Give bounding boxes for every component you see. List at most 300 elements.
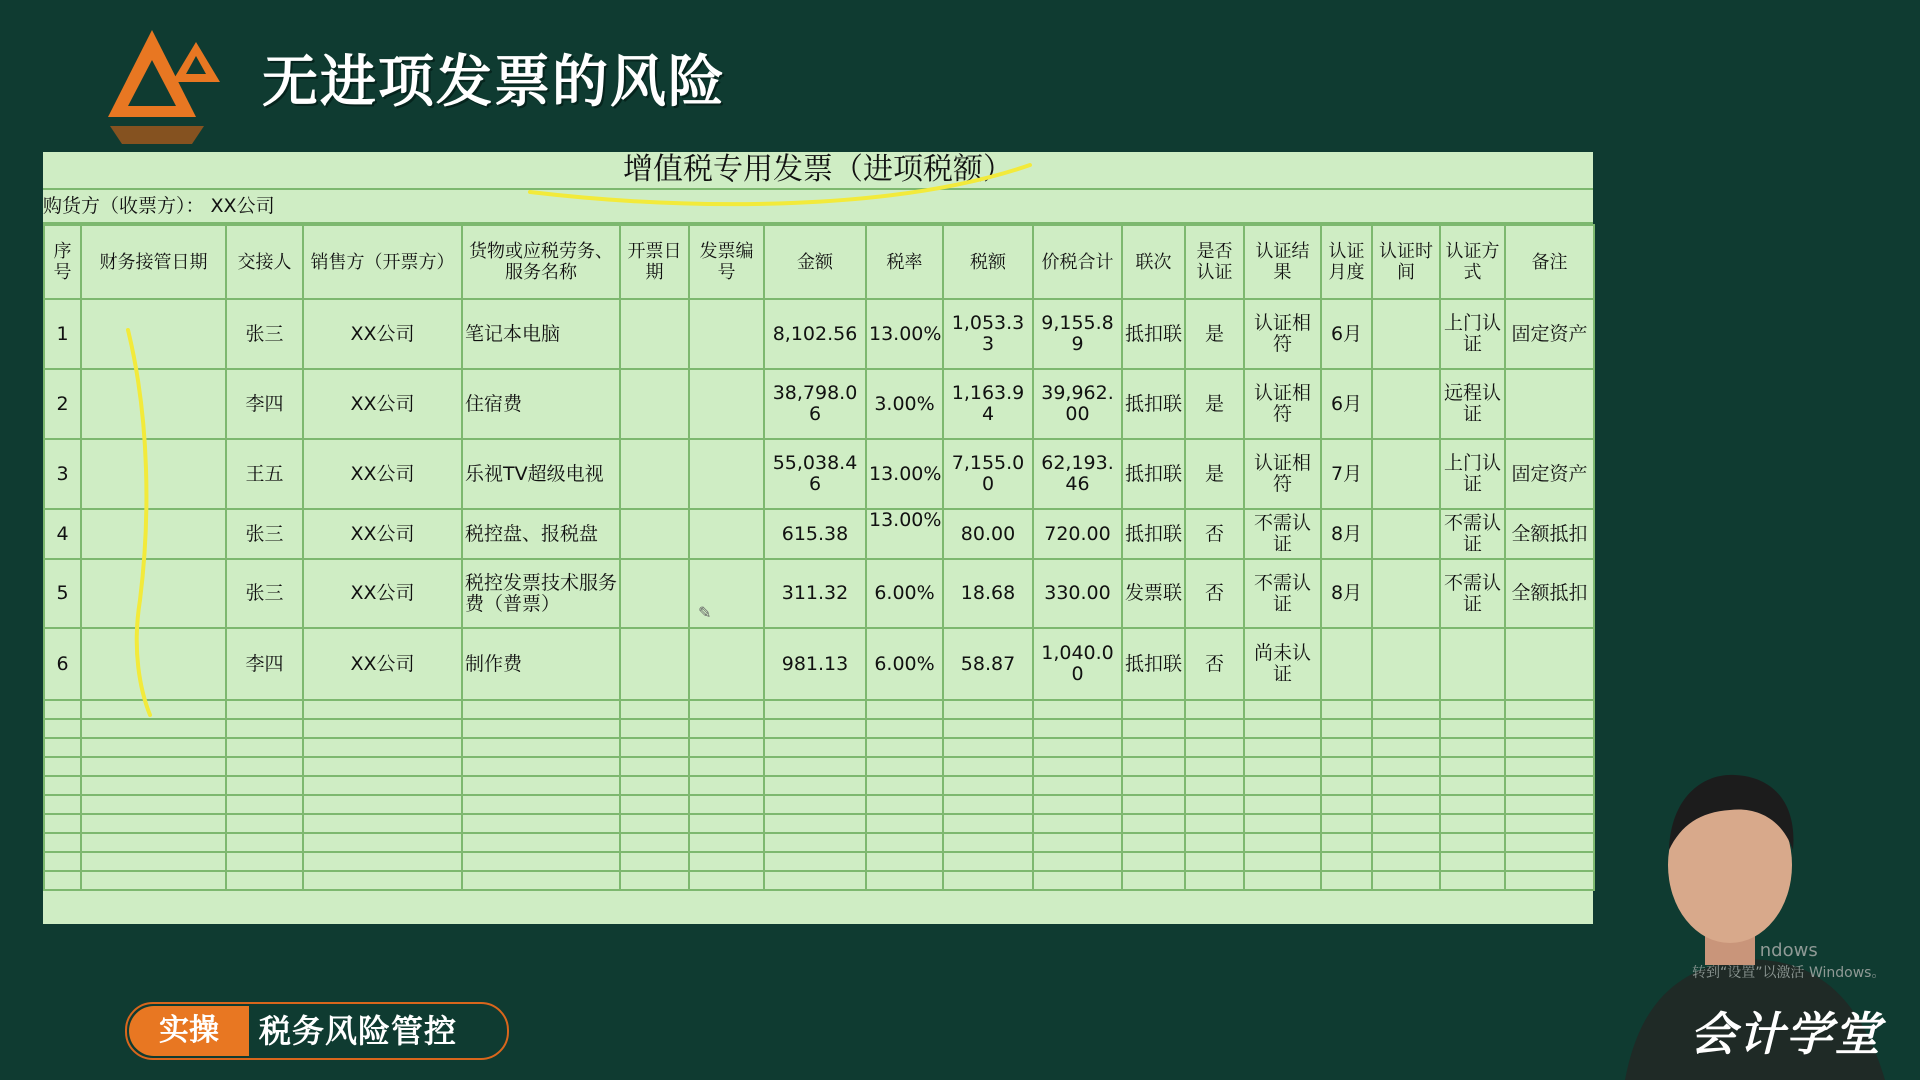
cell-total[interactable]: 39,962.00 (1033, 369, 1122, 439)
cell-cert-time[interactable] (1372, 509, 1440, 559)
empty-cell[interactable] (1244, 833, 1321, 852)
cell-note[interactable]: 全额抵扣 (1505, 509, 1594, 559)
empty-cell[interactable] (44, 871, 81, 890)
cell-result[interactable]: 认证相符 (1244, 439, 1321, 509)
cell-handler[interactable]: 张三 (226, 559, 303, 628)
empty-cell[interactable] (764, 833, 866, 852)
empty-cell[interactable] (81, 719, 226, 738)
cell-goods[interactable]: 乐视TV超级电视 (462, 439, 620, 509)
empty-cell[interactable] (689, 871, 764, 890)
cell-seller[interactable]: XX公司 (303, 509, 462, 559)
empty-cell[interactable] (462, 719, 620, 738)
cell-cert-time[interactable] (1372, 439, 1440, 509)
col-header-cert-time[interactable]: 认证时间 (1372, 225, 1440, 299)
cell-date[interactable] (81, 509, 226, 559)
empty-cell[interactable] (1440, 738, 1505, 757)
empty-cell[interactable] (303, 738, 462, 757)
cell-tax[interactable]: 1,163.94 (943, 369, 1033, 439)
col-header-invoice-no[interactable]: 发票编号 (689, 225, 764, 299)
empty-cell[interactable] (620, 776, 689, 795)
empty-cell[interactable] (1372, 871, 1440, 890)
empty-cell[interactable] (1033, 852, 1122, 871)
empty-cell[interactable] (44, 738, 81, 757)
empty-cell[interactable] (1033, 814, 1122, 833)
cell-issue-date[interactable] (620, 509, 689, 559)
cell-certified[interactable]: 否 (1185, 628, 1244, 700)
col-header-copy[interactable]: 联次 (1122, 225, 1185, 299)
empty-cell[interactable] (620, 833, 689, 852)
empty-cell[interactable] (1321, 776, 1372, 795)
cell-tax[interactable]: 7,155.00 (943, 439, 1033, 509)
col-header-total[interactable]: 价税合计 (1033, 225, 1122, 299)
empty-cell[interactable] (1372, 852, 1440, 871)
empty-cell[interactable] (620, 852, 689, 871)
empty-cell[interactable] (303, 795, 462, 814)
empty-cell[interactable] (1185, 700, 1244, 719)
empty-cell[interactable] (1185, 871, 1244, 890)
empty-cell[interactable] (1244, 700, 1321, 719)
empty-cell[interactable] (943, 814, 1033, 833)
cell-note[interactable]: 固定资产 (1505, 439, 1594, 509)
cell-month[interactable]: 6月 (1321, 299, 1372, 369)
cell-invoice-no[interactable] (689, 628, 764, 700)
empty-cell[interactable] (866, 833, 943, 852)
empty-cell[interactable] (943, 852, 1033, 871)
empty-cell[interactable] (943, 776, 1033, 795)
empty-cell[interactable] (689, 814, 764, 833)
empty-cell[interactable] (81, 871, 226, 890)
empty-cell[interactable] (1033, 833, 1122, 852)
cell-invoice-no[interactable] (689, 439, 764, 509)
cell-date[interactable] (81, 299, 226, 369)
empty-cell[interactable] (226, 757, 303, 776)
empty-cell[interactable] (866, 719, 943, 738)
empty-cell[interactable] (764, 719, 866, 738)
cell-no[interactable]: 5 (44, 559, 81, 628)
cell-note[interactable] (1505, 369, 1594, 439)
cell-method[interactable]: 不需认证 (1440, 559, 1505, 628)
cell-handler[interactable]: 张三 (226, 299, 303, 369)
cell-invoice-no[interactable] (689, 369, 764, 439)
cell-note[interactable]: 全额抵扣 (1505, 559, 1594, 628)
empty-cell[interactable] (81, 776, 226, 795)
cell-goods[interactable]: 税控发票技术服务费（普票） (462, 559, 620, 628)
empty-cell[interactable] (1440, 795, 1505, 814)
empty-cell[interactable] (689, 795, 764, 814)
empty-cell[interactable] (866, 814, 943, 833)
empty-cell[interactable] (1372, 833, 1440, 852)
cell-result[interactable]: 认证相符 (1244, 369, 1321, 439)
cell-handler[interactable]: 王五 (226, 439, 303, 509)
empty-cell[interactable] (764, 700, 866, 719)
cell-amount[interactable]: 38,798.06 (764, 369, 866, 439)
empty-cell[interactable] (1372, 757, 1440, 776)
empty-cell[interactable] (44, 795, 81, 814)
empty-cell[interactable] (620, 757, 689, 776)
empty-cell[interactable] (1321, 795, 1372, 814)
cell-no[interactable]: 4 (44, 509, 81, 559)
empty-cell[interactable] (1244, 757, 1321, 776)
cell-date[interactable] (81, 439, 226, 509)
empty-cell[interactable] (1185, 757, 1244, 776)
cell-copy[interactable]: 抵扣联 (1122, 369, 1185, 439)
empty-cell[interactable] (1033, 738, 1122, 757)
cell-result[interactable]: 不需认证 (1244, 509, 1321, 559)
empty-cell[interactable] (1244, 814, 1321, 833)
empty-cell[interactable] (303, 871, 462, 890)
empty-cell[interactable] (226, 814, 303, 833)
empty-cell[interactable] (764, 738, 866, 757)
empty-cell[interactable] (1244, 852, 1321, 871)
empty-cell[interactable] (226, 795, 303, 814)
col-header-result[interactable]: 认证结果 (1244, 225, 1321, 299)
cell-month[interactable]: 6月 (1321, 369, 1372, 439)
cell-issue-date[interactable] (620, 559, 689, 628)
cell-certified[interactable]: 是 (1185, 439, 1244, 509)
empty-cell[interactable] (44, 776, 81, 795)
cell-seller[interactable]: XX公司 (303, 369, 462, 439)
cell-method[interactable]: 上门认 证 (1440, 299, 1505, 369)
empty-cell[interactable] (462, 852, 620, 871)
empty-cell[interactable] (1122, 814, 1185, 833)
cell-cert-time[interactable] (1372, 628, 1440, 700)
empty-cell[interactable] (1505, 719, 1594, 738)
empty-cell[interactable] (689, 700, 764, 719)
cell-copy[interactable]: 抵扣联 (1122, 509, 1185, 559)
empty-cell[interactable] (764, 776, 866, 795)
empty-cell[interactable] (1372, 738, 1440, 757)
cell-rate[interactable]: 13.00% (866, 509, 943, 559)
empty-cell[interactable] (226, 833, 303, 852)
cell-cert-time[interactable] (1372, 559, 1440, 628)
empty-cell[interactable] (1033, 719, 1122, 738)
empty-cell[interactable] (1122, 700, 1185, 719)
cell-rate[interactable]: 6.00% (866, 559, 943, 628)
empty-cell[interactable] (689, 833, 764, 852)
empty-cell[interactable] (1505, 757, 1594, 776)
cell-rate[interactable]: 6.00% (866, 628, 943, 700)
cell-method[interactable]: 远程认 证 (1440, 369, 1505, 439)
empty-cell[interactable] (303, 776, 462, 795)
empty-cell[interactable] (866, 757, 943, 776)
empty-cell[interactable] (1321, 700, 1372, 719)
empty-cell[interactable] (1321, 719, 1372, 738)
empty-cell[interactable] (1244, 738, 1321, 757)
empty-cell[interactable] (943, 795, 1033, 814)
empty-cell[interactable] (1244, 776, 1321, 795)
col-header-certified[interactable]: 是否认证 (1185, 225, 1244, 299)
empty-cell[interactable] (943, 738, 1033, 757)
empty-cell[interactable] (1440, 757, 1505, 776)
empty-cell[interactable] (764, 757, 866, 776)
empty-cell[interactable] (1122, 795, 1185, 814)
empty-cell[interactable] (226, 852, 303, 871)
empty-cell[interactable] (1185, 738, 1244, 757)
cell-rate[interactable]: 13.00% (866, 299, 943, 369)
cell-month[interactable]: 7月 (1321, 439, 1372, 509)
empty-cell[interactable] (44, 700, 81, 719)
empty-cell[interactable] (764, 814, 866, 833)
empty-cell[interactable] (226, 738, 303, 757)
empty-cell[interactable] (689, 719, 764, 738)
empty-cell[interactable] (764, 795, 866, 814)
cell-tax[interactable]: 1,053.33 (943, 299, 1033, 369)
cell-month[interactable]: 8月 (1321, 509, 1372, 559)
empty-cell[interactable] (462, 757, 620, 776)
empty-cell[interactable] (226, 719, 303, 738)
col-header-tax[interactable]: 税额 (943, 225, 1033, 299)
cell-copy[interactable]: 抵扣联 (1122, 439, 1185, 509)
empty-cell[interactable] (943, 719, 1033, 738)
empty-cell[interactable] (1505, 700, 1594, 719)
cell-certified[interactable]: 否 (1185, 509, 1244, 559)
empty-cell[interactable] (1440, 776, 1505, 795)
empty-cell[interactable] (1185, 776, 1244, 795)
empty-cell[interactable] (1505, 871, 1594, 890)
empty-cell[interactable] (620, 700, 689, 719)
empty-cell[interactable] (764, 871, 866, 890)
empty-cell[interactable] (1321, 871, 1372, 890)
empty-cell[interactable] (462, 814, 620, 833)
cell-no[interactable]: 6 (44, 628, 81, 700)
empty-cell[interactable] (1122, 738, 1185, 757)
empty-cell[interactable] (764, 852, 866, 871)
empty-cell[interactable] (1185, 719, 1244, 738)
empty-cell[interactable] (1185, 795, 1244, 814)
empty-cell[interactable] (1440, 833, 1505, 852)
cell-certified[interactable]: 是 (1185, 299, 1244, 369)
cell-method[interactable]: 上门认 证 (1440, 439, 1505, 509)
empty-cell[interactable] (226, 871, 303, 890)
empty-cell[interactable] (81, 738, 226, 757)
col-header-no[interactable]: 序号 (44, 225, 81, 299)
cell-handler[interactable]: 李四 (226, 369, 303, 439)
empty-cell[interactable] (303, 852, 462, 871)
empty-cell[interactable] (81, 700, 226, 719)
cell-issue-date[interactable] (620, 439, 689, 509)
empty-cell[interactable] (620, 795, 689, 814)
empty-cell[interactable] (1244, 871, 1321, 890)
empty-cell[interactable] (1185, 852, 1244, 871)
cell-rate[interactable]: 3.00% (866, 369, 943, 439)
empty-cell[interactable] (866, 776, 943, 795)
empty-cell[interactable] (1122, 757, 1185, 776)
cell-month[interactable]: 8月 (1321, 559, 1372, 628)
empty-cell[interactable] (866, 871, 943, 890)
cell-amount[interactable]: 311.32 (764, 559, 866, 628)
cell-total[interactable]: 9,155.89 (1033, 299, 1122, 369)
empty-cell[interactable] (303, 814, 462, 833)
empty-cell[interactable] (1372, 814, 1440, 833)
empty-cell[interactable] (1505, 814, 1594, 833)
empty-cell[interactable] (866, 700, 943, 719)
cell-copy[interactable]: 抵扣联 (1122, 299, 1185, 369)
empty-cell[interactable] (81, 852, 226, 871)
cell-method[interactable] (1440, 628, 1505, 700)
cell-copy[interactable]: 发票联 (1122, 559, 1185, 628)
empty-cell[interactable] (1505, 833, 1594, 852)
empty-cell[interactable] (620, 814, 689, 833)
empty-cell[interactable] (81, 814, 226, 833)
cell-seller[interactable]: XX公司 (303, 559, 462, 628)
empty-cell[interactable] (1321, 757, 1372, 776)
empty-cell[interactable] (1033, 700, 1122, 719)
empty-cell[interactable] (1244, 719, 1321, 738)
empty-cell[interactable] (462, 700, 620, 719)
empty-cell[interactable] (44, 757, 81, 776)
col-header-takeover-date[interactable]: 财务接管日期 (81, 225, 226, 299)
empty-cell[interactable] (866, 738, 943, 757)
empty-cell[interactable] (943, 757, 1033, 776)
cell-amount[interactable]: 615.38 (764, 509, 866, 559)
empty-cell[interactable] (620, 738, 689, 757)
empty-cell[interactable] (303, 757, 462, 776)
cell-no[interactable]: 3 (44, 439, 81, 509)
empty-cell[interactable] (303, 833, 462, 852)
empty-cell[interactable] (81, 833, 226, 852)
cell-certified[interactable]: 是 (1185, 369, 1244, 439)
empty-cell[interactable] (462, 738, 620, 757)
empty-cell[interactable] (1321, 738, 1372, 757)
empty-cell[interactable] (1033, 795, 1122, 814)
empty-cell[interactable] (1122, 776, 1185, 795)
empty-cell[interactable] (943, 700, 1033, 719)
empty-cell[interactable] (689, 852, 764, 871)
col-header-handler[interactable]: 交接人 (226, 225, 303, 299)
empty-cell[interactable] (81, 757, 226, 776)
cell-cert-time[interactable] (1372, 369, 1440, 439)
empty-cell[interactable] (943, 833, 1033, 852)
empty-cell[interactable] (620, 719, 689, 738)
empty-cell[interactable] (1372, 795, 1440, 814)
cell-method[interactable]: 不需认证 (1440, 509, 1505, 559)
empty-cell[interactable] (866, 852, 943, 871)
cell-note[interactable]: 固定资产 (1505, 299, 1594, 369)
cell-seller[interactable]: XX公司 (303, 628, 462, 700)
empty-cell[interactable] (1185, 814, 1244, 833)
cell-tax[interactable]: 58.87 (943, 628, 1033, 700)
empty-cell[interactable] (1505, 776, 1594, 795)
cell-note[interactable] (1505, 628, 1594, 700)
empty-cell[interactable] (462, 776, 620, 795)
empty-cell[interactable] (1244, 795, 1321, 814)
empty-cell[interactable] (1440, 871, 1505, 890)
empty-cell[interactable] (1122, 871, 1185, 890)
cell-date[interactable] (81, 369, 226, 439)
cell-invoice-no[interactable] (689, 299, 764, 369)
empty-cell[interactable] (303, 700, 462, 719)
col-header-note[interactable]: 备注 (1505, 225, 1594, 299)
empty-cell[interactable] (1440, 700, 1505, 719)
empty-cell[interactable] (462, 871, 620, 890)
cell-issue-date[interactable] (620, 369, 689, 439)
empty-cell[interactable] (1185, 833, 1244, 852)
cell-tax[interactable]: 18.68 (943, 559, 1033, 628)
empty-cell[interactable] (1122, 719, 1185, 738)
cell-amount[interactable]: 981.13 (764, 628, 866, 700)
empty-cell[interactable] (866, 795, 943, 814)
cell-total[interactable]: 330.00 (1033, 559, 1122, 628)
empty-cell[interactable] (689, 738, 764, 757)
cell-total[interactable]: 62,193.46 (1033, 439, 1122, 509)
cell-date[interactable] (81, 559, 226, 628)
empty-cell[interactable] (462, 795, 620, 814)
empty-cell[interactable] (943, 871, 1033, 890)
empty-cell[interactable] (44, 814, 81, 833)
cell-total[interactable]: 1,040.00 (1033, 628, 1122, 700)
empty-cell[interactable] (81, 795, 226, 814)
cell-goods[interactable]: 制作费 (462, 628, 620, 700)
cell-goods[interactable]: 税控盘、报税盘 (462, 509, 620, 559)
cell-seller[interactable]: XX公司 (303, 439, 462, 509)
empty-cell[interactable] (1321, 852, 1372, 871)
cell-handler[interactable]: 张三 (226, 509, 303, 559)
cell-issue-date[interactable] (620, 299, 689, 369)
cell-issue-date[interactable] (620, 628, 689, 700)
empty-cell[interactable] (1321, 833, 1372, 852)
empty-cell[interactable] (462, 833, 620, 852)
cell-month[interactable] (1321, 628, 1372, 700)
col-header-seller[interactable]: 销售方（开票方） (303, 225, 462, 299)
cell-invoice-no[interactable] (689, 509, 764, 559)
cell-goods[interactable]: 笔记本电脑 (462, 299, 620, 369)
col-header-method[interactable]: 认证方式 (1440, 225, 1505, 299)
cell-date[interactable] (81, 628, 226, 700)
empty-cell[interactable] (44, 719, 81, 738)
cell-no[interactable]: 1 (44, 299, 81, 369)
empty-cell[interactable] (1440, 719, 1505, 738)
empty-cell[interactable] (1372, 719, 1440, 738)
empty-cell[interactable] (1033, 776, 1122, 795)
cell-rate[interactable]: 13.00% (866, 439, 943, 509)
empty-cell[interactable] (226, 776, 303, 795)
cell-seller[interactable]: XX公司 (303, 299, 462, 369)
col-header-month[interactable]: 认证月度 (1321, 225, 1372, 299)
empty-cell[interactable] (1122, 833, 1185, 852)
col-header-issue-date[interactable]: 开票日期 (620, 225, 689, 299)
empty-cell[interactable] (689, 776, 764, 795)
cell-handler[interactable]: 李四 (226, 628, 303, 700)
col-header-rate[interactable]: 税率 (866, 225, 943, 299)
cell-total[interactable]: 720.00 (1033, 509, 1122, 559)
empty-cell[interactable] (1321, 814, 1372, 833)
empty-cell[interactable] (1033, 871, 1122, 890)
empty-cell[interactable] (1505, 852, 1594, 871)
empty-cell[interactable] (1033, 757, 1122, 776)
cell-copy[interactable]: 抵扣联 (1122, 628, 1185, 700)
empty-cell[interactable] (1372, 776, 1440, 795)
cell-amount[interactable]: 8,102.56 (764, 299, 866, 369)
cell-result[interactable]: 认证相符 (1244, 299, 1321, 369)
cell-result[interactable]: 尚未认证 (1244, 628, 1321, 700)
cell-cert-time[interactable] (1372, 299, 1440, 369)
empty-cell[interactable] (1505, 738, 1594, 757)
col-header-goods[interactable]: 货物或应税劳务、服务名称 (462, 225, 620, 299)
cell-result[interactable]: 不需认证 (1244, 559, 1321, 628)
empty-cell[interactable] (1440, 814, 1505, 833)
empty-cell[interactable] (44, 852, 81, 871)
empty-cell[interactable] (303, 719, 462, 738)
empty-cell[interactable] (1372, 700, 1440, 719)
cell-tax[interactable]: 80.00 (943, 509, 1033, 559)
empty-cell[interactable] (689, 757, 764, 776)
cell-amount[interactable]: 55,038.46 (764, 439, 866, 509)
col-header-amount[interactable]: 金额 (764, 225, 866, 299)
empty-cell[interactable] (226, 700, 303, 719)
cell-certified[interactable]: 否 (1185, 559, 1244, 628)
cell-no[interactable]: 2 (44, 369, 81, 439)
empty-cell[interactable] (620, 871, 689, 890)
